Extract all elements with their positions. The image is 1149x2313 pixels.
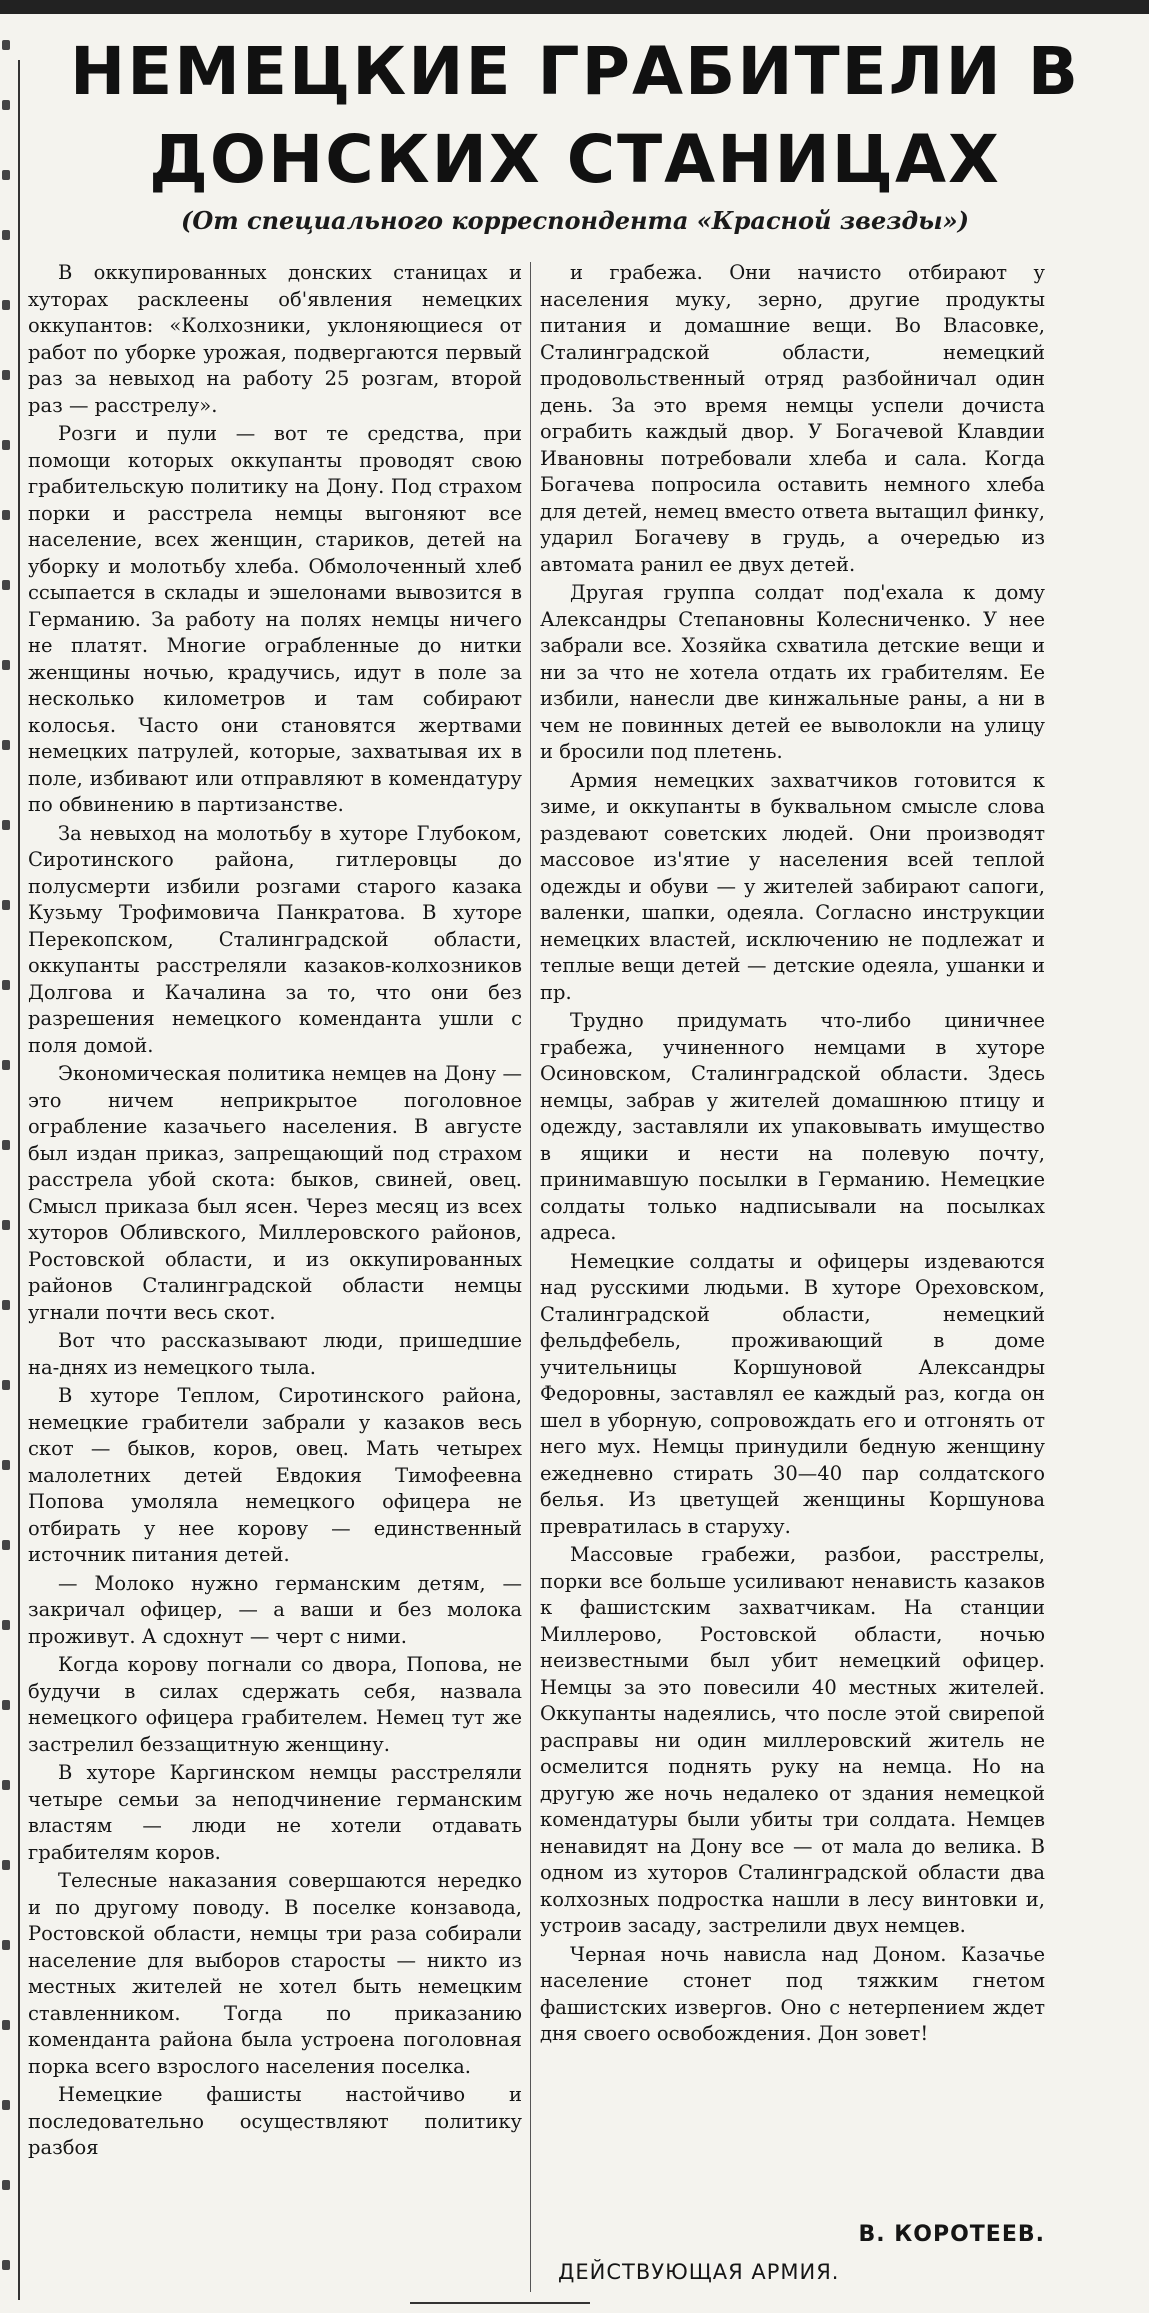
top-border-rule [0, 0, 1149, 14]
author-signature: В. КОРОТЕЕВ. [858, 2222, 1045, 2247]
article-paragraph: Экономическая политика немцев на Дону — это ничем неприкрытое поголовное ограбление казачьего населения. В августе был издан приказ, запрещающий под страхом расстрела убой скота: быков, свиней, овец. Смысл приказа был ясен. Через месяц из всех хуторов Обливского, Миллеровского районов, Ростовской области, и из оккупированных районов Сталинградской области немцы угнали почти весь скот. [28, 1062, 522, 1324]
article-paragraph: Телесные наказания совершаются нередко и по другому поводу. В поселке конзавода, Ростовской области, немцы три раза собирали население для выборов старосты — никто из местных жителей не хотел быть немецким ставленником. Тогда по приказанию коменданта района была устроена поголовная порка всего взрослого населения поселка. [28, 1869, 522, 2078]
article-paragraph: В оккупированных донских станицах и хуторах расклеены об'явления немецких оккупантов: «Колхозники, уклоняющиеся от работ по уборке урожая, подвергаются первый раз за невыход на работу 25 розгам, второй раз — расстрелу». [28, 261, 522, 417]
article-paragraph: Трудно придумать что-либо циничнее грабежа, учиненного немцами в хуторе Осиновском, Сталинградской области. Здесь немцы, забрав у жителей домашнюю птицу и одежду, заставляли их упаковывать имущество в ящики и нести на полевую почту, принимавшую посылки в Германию. Немецкие солдаты только надписывали на посылках адреса. [540, 1009, 1045, 1244]
article-byline-subtitle: (От специального корреспондента «Красной звезды») [180, 206, 969, 235]
article-paragraph: Розги и пули — вот те средства, при помощи которых оккупанты проводят свою грабительскую политику на Дону. Под страхом порки и расстрела немцы выгоняют все население, всех женщин, стариков, детей на уборку и молотьбу хлеба. Обмолоченный хлеб ссыпается в склады и эшелонами вывозится в Германию. За работу на полях немцы ничего не платят. Многие ограбленные до нитки женщины ночью, крадучись, идут в поле за несколько километров и там собирают колосья. Часто они становятся жертвами немецких патрулей, которые, захватывая их в поле, избивают или отправляют в комендатуру по обвинению в партизанстве. [28, 422, 522, 816]
adjacent-column-fragment [0, 40, 16, 2300]
headline-line-2: ДОНСКИХ СТАНИЦАХ [149, 121, 1001, 198]
article-paragraph: Когда корову погнали со двора, Попова, не будучи в силах сдержать себя, назвала немецкого офицера грабителем. Немец тут же застрелил беззащитную женщину. [28, 1653, 522, 1756]
article-signoff [540, 2222, 1045, 2302]
article-column-right [540, 260, 1045, 2285]
article-paragraph: Массовые грабежи, разбои, расстрелы, порки все больше усиливают ненависть казаков к фашистским захватчикам. На станции Миллерово, Ростовской области, ночью неизвестными был убит немецкий офицер. Немцы за это повесили 40 местных жителей. Оккупанты надеялись, что после этой свирепой расправы ни один миллеровский житель не осмелится поднять руку на немца. Но на другую же ночь недалеко от здания немецкой комендатуры были убиты три солдата. Немцев ненавидят на Дону все — от мала до велика. В одном из хуторов Сталинградской области два колхозных подростка нашли в лесу винтовки и, устроив засаду, застрелили двух немцев. [540, 1543, 1045, 1937]
article-paragraph: В хуторе Теплом, Сиротинского района, немецкие грабители забрали у казаков весь скот — быков, коров, овец. Мать четырех малолетних детей Евдокия Тимофеевна Попова умоляла немецкого офицера не отбирать у нее корову — единственный источник питания детей. [28, 1384, 522, 1566]
article-paragraph: За невыход на молотьбу в хуторе Глубоком, Сиротинского района, гитлеровцы до полусмерти избили розгами старого казака Кузьму Трофимовича Панкратова. В хуторе Перекопском, Сталинградской области, оккупанты расстреляли казаков-колхозников Долгова и Качалина за то, что они без разрешения немецкого коменданта ушли с поля домой. [28, 821, 522, 1057]
headline-line-1: НЕМЕЦКИЕ ГРАБИТЕЛИ В [69, 33, 1081, 110]
article-paragraph: В хуторе Каргинском немцы расстреляли четыре семьи за неподчинение германским властям — люди не хотели отдавать грабителям коров. [28, 1761, 522, 1864]
article-paragraph: Другая группа солдат под'ехала к дому Александры Степановны Колесниченко. У нее забрали все. Хозяйка схватила детские вещи и ни за что не хотела отдать их грабителям. Ее избили, нанесли две кинжальные раны, а ни в чем не повинных детей ее выволокли на улицу и бросили под плетень. [540, 581, 1045, 763]
article-paragraph: и грабежа. Они начисто отбирают у населения муку, зерно, другие продукты питания и домашние вещи. Во Власовке, Сталинградской области, немецкий продовольственный отряд разбойничал один день. За это время немцы успели дочиста ограбить каждый двор. У Богачевой Клавдии Ивановны потребовали хлеба и сала. Когда Богачева попросила оставить немного хлеба для детей, немец вместо ответа вытащил финку, ударил Богачеву в грудь, а очередью из автомата ранил ее двух детей. [540, 261, 1045, 576]
article-column-left [28, 260, 522, 2285]
article-paragraph: Черная ночь нависла над Доном. Казачье население стонет под тяжким гнетом фашистских извергов. Оно с нетерпением ждет дня своего освобождения. Дон зовет! [540, 1942, 1045, 2045]
column-divider [530, 262, 531, 2292]
dateline-location: ДЕЙСТВУЮЩАЯ АРМИЯ. [558, 2260, 840, 2284]
article-paragraph: — Молоко нужно германским детям, — закричал офицер, — а ваши и без молока проживут. А сдохнут — черт с ними. [28, 1571, 522, 1648]
article-paragraph: Вот что рассказывают люди, пришедшие на-днях из немецкого тыла. [28, 1329, 522, 1379]
article-paragraph: Немецкие фашисты настойчиво и последовательно осуществляют политику разбоя [28, 2083, 522, 2159]
left-column-rule [18, 60, 20, 2300]
article-headline [40, 28, 1110, 204]
bottom-rule [410, 2302, 590, 2304]
article-paragraph: Армия немецких захватчиков готовится к зиме, и оккупанты в буквальном смысле слова раздевают советских людей. Они производят массовое из'ятие у населения всей теплой одежды и обуви — у жителей забирают сапоги, валенки, шапки, одеяла. Согласно инструкции немецких властей, исключению не подлежат и теплые вещи детей — детские одеяла, ушанки и пр. [540, 768, 1045, 1004]
article-paragraph: Немецкие солдаты и офицеры издеваются над русскими людьми. В хуторе Ореховском, Сталинградской области, немецкий фельдфебель, проживающий в доме учительницы Коршуновой Александры Федоровны, заставлял ее каждый раз, когда он шел в уборную, сопровождать его и отгонять от него мух. Немцы принудили бедную женщину ежедневно стирать 30—40 пар солдатского белья. Из цветущей женщины Коршунова превратилась в старуху. [540, 1249, 1045, 1538]
